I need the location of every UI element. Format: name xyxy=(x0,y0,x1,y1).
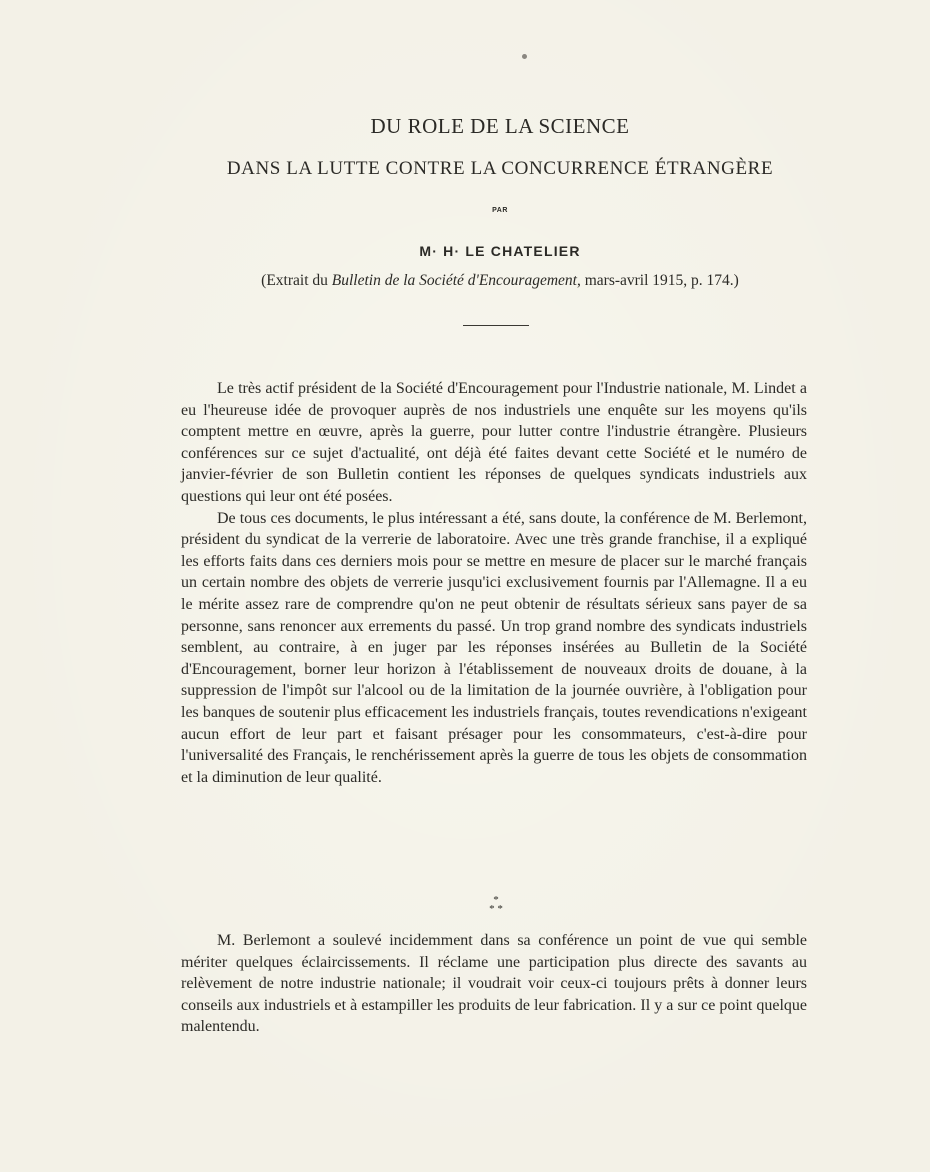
source-citation xyxy=(0,272,930,290)
asterism-separator xyxy=(476,896,516,914)
by-line-label: PAR xyxy=(492,207,508,214)
printer-mark-dot xyxy=(522,54,527,59)
article-body xyxy=(181,378,807,788)
citation-suffix: , mars-avril 1915, p. 174.) xyxy=(576,272,739,289)
asterism-bottom: * * xyxy=(489,903,503,915)
asterism-top: * xyxy=(493,894,499,906)
paragraph: Le très actif président de la Société d'Encouragement pour l'Industrie nationale, M. Lindet a eu l'heureuse idée de provoquer auprès de nos industriels une enquête sur les moyens qu'ils comptent mettre en œuvre, après la guerre, pour lutter contre l'industrie étrangère. Plusieurs conférences sur ce sujet d'actualité, ont déjà été faites devant cette Société et le numéro de janvier-février de son Bulletin contient les réponses de quelques syndicats industriels aux questions qui leur ont été posées. xyxy=(181,380,807,505)
paragraph: De tous ces documents, le plus intéressant a été, sans doute, la conférence de M. Berlemont, président du syndicat de la verrerie de laboratoire. Avec une très grande franchise, il a expliqué les efforts faits dans ces derniers mois pour se mettre en mesure de placer sur le marché français un certain nombre des objets de verrerie jusqu'ici exclusivement fournis par l'Allemagne. Il a eu le mérite assez rare de comprendre qu'on ne peut obtenir de résultats sérieux sans payer de sa personne, sans renoncer aux errements du passé. Un trop grand nombre des syndicats industriels semblent, au contraire, à en juger par les réponses insérées au Bulletin de la Société d'Encouragement, borner leur horizon à l'établissement de nouveaux droits de douane, à la suppression de l'impôt sur l'alcool ou de la limitation de la journée ouvrière, à l'obligation pour les banques de soutenir plus efficacement les industriels français, toutes revendications n'exigeant aucun effort de leur part et faisant présager pour les consommateurs, c'est-à-dire pour l'universalité des Français, le renchérissement après la guerre de tous les objets de consommation et la diminution de leur qualité. xyxy=(181,509,807,786)
article-body-continued xyxy=(181,930,807,1038)
article-title: DU ROLE DE LA SCIENCE xyxy=(370,114,630,138)
citation-journal: Bulletin de la Société d'Encouragement xyxy=(331,272,577,289)
author-name: M· H· LE CHATELIER xyxy=(419,243,581,259)
paragraph: M. Berlemont a soulevé incidemment dans sa conférence un point de vue qui semble mériter quelques éclaircissements. Il réclame une participation plus directe des savants au relèvement de notre industrie nationale; il voudrait voir ceux-ci toujours prêts à donner leurs conseils aux industriels et à estampiller les produits de leur fabrication. Il y a sur ce point quelque malentendu. xyxy=(181,932,807,1036)
citation-prefix: (Extrait du xyxy=(261,272,332,289)
section-divider xyxy=(463,325,529,326)
article-subtitle: DANS LA LUTTE CONTRE LA CONCURRENCE ÉTRANGÈRE xyxy=(226,158,774,179)
